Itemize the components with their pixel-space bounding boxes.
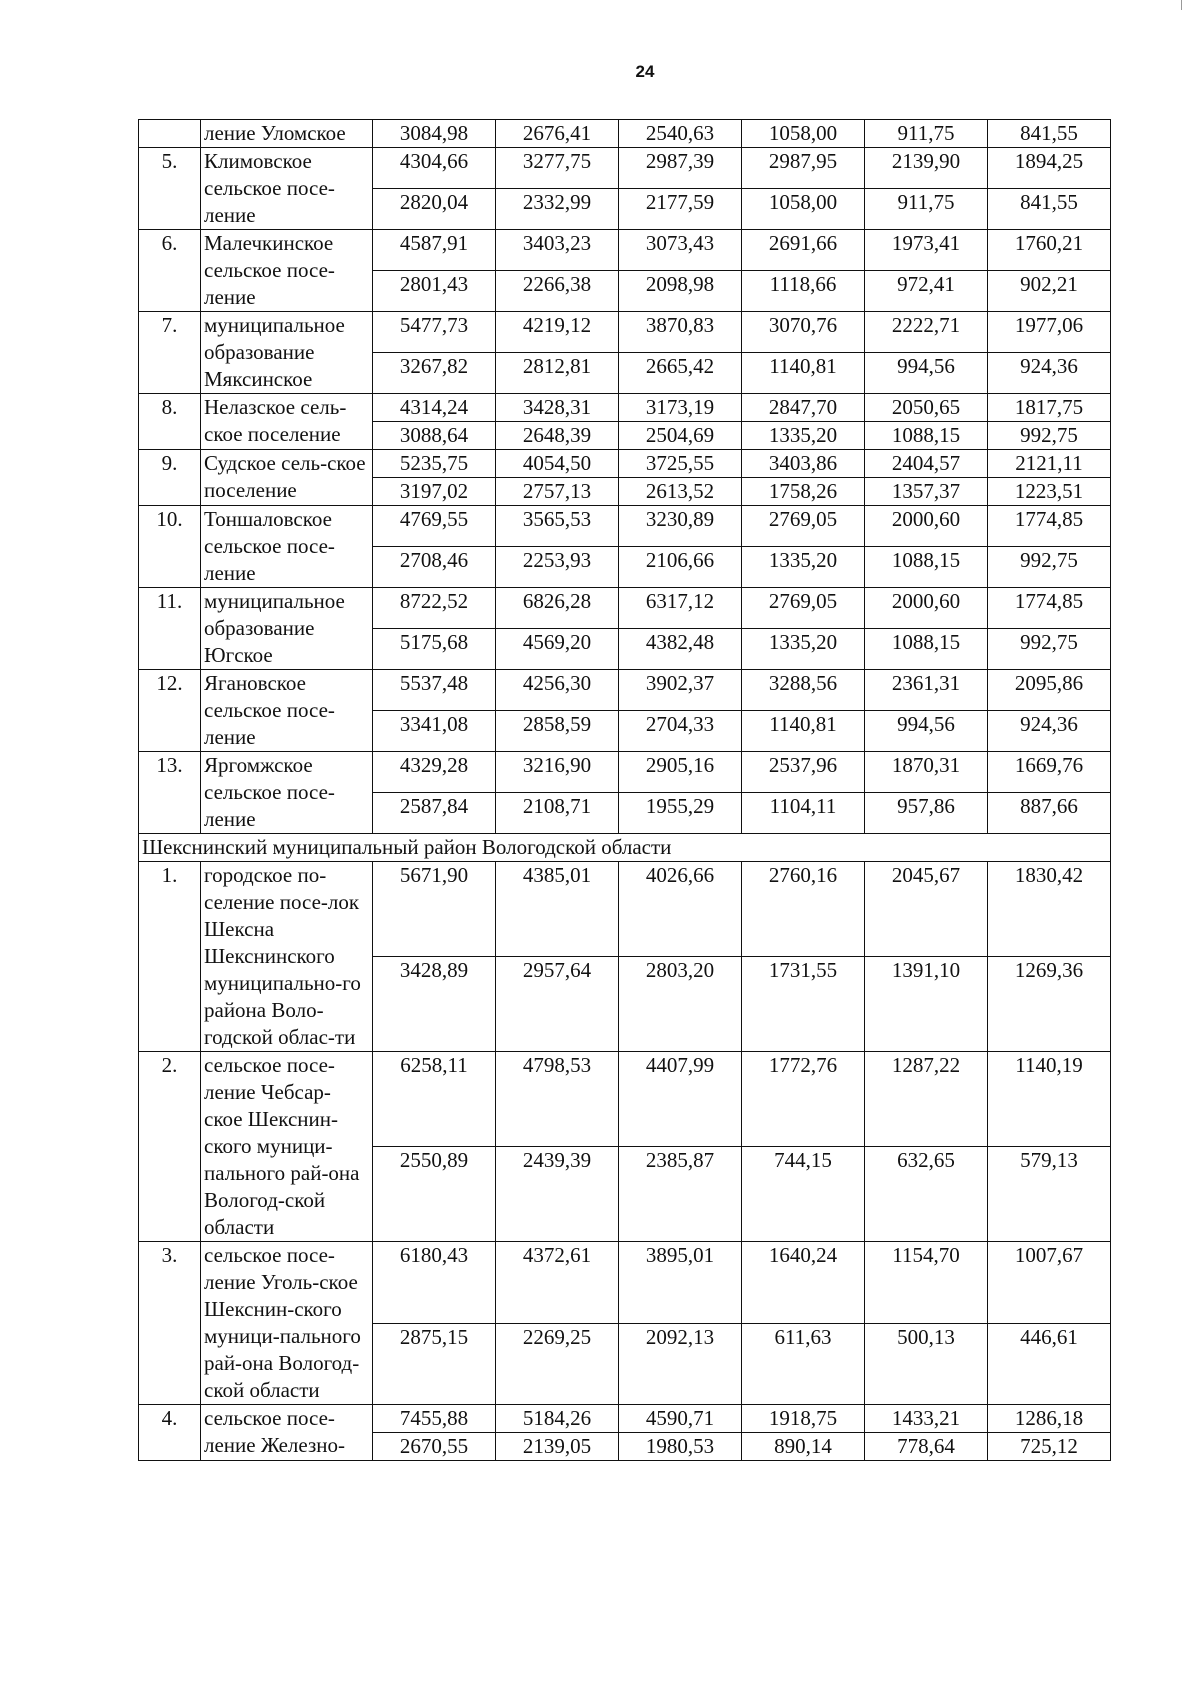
- value-cell: 3267,82: [373, 353, 496, 394]
- value-cell: 2139,90: [865, 148, 988, 189]
- value-cell: 3403,23: [496, 230, 619, 271]
- value-cell: 911,75: [865, 189, 988, 230]
- value-cell: 890,14: [742, 1433, 865, 1461]
- row-number: 6.: [139, 230, 201, 312]
- value-cell: 3341,08: [373, 711, 496, 752]
- value-cell: 924,36: [988, 353, 1111, 394]
- settlement-name: ление Уломское: [201, 120, 373, 148]
- value-cell: 1973,41: [865, 230, 988, 271]
- value-cell: 4769,55: [373, 506, 496, 547]
- value-cell: 4329,28: [373, 752, 496, 793]
- value-cell: 3428,31: [496, 394, 619, 422]
- value-cell: 994,56: [865, 353, 988, 394]
- value-cell: 1774,85: [988, 506, 1111, 547]
- value-cell: 2121,11: [988, 450, 1111, 478]
- table-row: [139, 862, 1111, 957]
- value-cell: 2332,99: [496, 189, 619, 230]
- value-cell: 6180,43: [373, 1242, 496, 1324]
- value-cell: 992,75: [988, 547, 1111, 588]
- row-number: 12.: [139, 670, 201, 752]
- value-cell: 3725,55: [619, 450, 742, 478]
- value-cell: 924,36: [988, 711, 1111, 752]
- value-cell: 1140,81: [742, 711, 865, 752]
- row-number: 1.: [139, 862, 201, 1052]
- value-cell: 1433,21: [865, 1405, 988, 1433]
- value-cell: 446,61: [988, 1323, 1111, 1405]
- value-cell: 2177,59: [619, 189, 742, 230]
- table-row: [139, 120, 1111, 148]
- value-cell: 2537,96: [742, 752, 865, 793]
- value-cell: 2385,87: [619, 1147, 742, 1242]
- value-cell: 1918,75: [742, 1405, 865, 1433]
- value-cell: 957,86: [865, 793, 988, 834]
- value-cell: 3084,98: [373, 120, 496, 148]
- value-cell: 4314,24: [373, 394, 496, 422]
- value-cell: 2820,04: [373, 189, 496, 230]
- row-number: 2.: [139, 1052, 201, 1242]
- table-row: [139, 752, 1111, 793]
- value-cell: 2613,52: [619, 478, 742, 506]
- value-cell: 725,12: [988, 1433, 1111, 1461]
- value-cell: 1980,53: [619, 1433, 742, 1461]
- value-cell: 992,75: [988, 629, 1111, 670]
- settlement-name: Климовское сельское посе-ление: [201, 148, 373, 230]
- value-cell: 6317,12: [619, 588, 742, 629]
- settlement-name: сельское посе-ление Чебсар-ское Шекснин-ского муници-пального рай-она Вологод-ской области: [201, 1052, 373, 1242]
- value-cell: 2222,71: [865, 312, 988, 353]
- value-cell: 1760,21: [988, 230, 1111, 271]
- row-number: 7.: [139, 312, 201, 394]
- value-cell: 3197,02: [373, 478, 496, 506]
- section-title: Шекснинский муниципальный район Вологодской области: [139, 834, 1111, 862]
- value-cell: 2000,60: [865, 506, 988, 547]
- value-cell: 3565,53: [496, 506, 619, 547]
- value-cell: 2708,46: [373, 547, 496, 588]
- value-cell: 2106,66: [619, 547, 742, 588]
- value-cell: 1391,10: [865, 957, 988, 1052]
- settlement-name: Малечкинское сельское посе-ление: [201, 230, 373, 312]
- value-cell: 3288,56: [742, 670, 865, 711]
- value-cell: 2760,16: [742, 862, 865, 957]
- value-cell: 632,65: [865, 1147, 988, 1242]
- value-cell: 3895,01: [619, 1242, 742, 1324]
- value-cell: 1335,20: [742, 629, 865, 670]
- value-cell: 2266,38: [496, 271, 619, 312]
- value-cell: 1774,85: [988, 588, 1111, 629]
- value-cell: 4407,99: [619, 1052, 742, 1147]
- value-cell: 611,63: [742, 1323, 865, 1405]
- value-cell: 4026,66: [619, 862, 742, 957]
- value-cell: 5477,73: [373, 312, 496, 353]
- row-number: [139, 120, 201, 148]
- table-row: [139, 230, 1111, 271]
- value-cell: 887,66: [988, 793, 1111, 834]
- row-number: 11.: [139, 588, 201, 670]
- value-cell: 4382,48: [619, 629, 742, 670]
- settlement-name: городское по-селение посе-лок Шексна Шекснинского муниципально-го района Воло-годской облас-ти: [201, 862, 373, 1052]
- value-cell: 1731,55: [742, 957, 865, 1052]
- value-cell: 4372,61: [496, 1242, 619, 1324]
- table-body: [139, 120, 1111, 1461]
- value-cell: 2000,60: [865, 588, 988, 629]
- row-number: 3.: [139, 1242, 201, 1405]
- tariff-table: [138, 119, 1111, 1461]
- value-cell: 3870,83: [619, 312, 742, 353]
- row-number: 13.: [139, 752, 201, 834]
- value-cell: 1088,15: [865, 629, 988, 670]
- value-cell: 7455,88: [373, 1405, 496, 1433]
- value-cell: 2847,70: [742, 394, 865, 422]
- settlement-name: муниципальное образование Югское: [201, 588, 373, 670]
- value-cell: 2691,66: [742, 230, 865, 271]
- value-cell: 2648,39: [496, 422, 619, 450]
- value-cell: 1955,29: [619, 793, 742, 834]
- value-cell: 2812,81: [496, 353, 619, 394]
- value-cell: 2704,33: [619, 711, 742, 752]
- value-cell: 5537,48: [373, 670, 496, 711]
- value-cell: 4304,66: [373, 148, 496, 189]
- value-cell: 3403,86: [742, 450, 865, 478]
- value-cell: 2139,05: [496, 1433, 619, 1461]
- value-cell: 3230,89: [619, 506, 742, 547]
- value-cell: 841,55: [988, 120, 1111, 148]
- value-cell: 992,75: [988, 422, 1111, 450]
- value-cell: 902,21: [988, 271, 1111, 312]
- value-cell: 1088,15: [865, 547, 988, 588]
- settlement-name: Тоншаловское сельское посе-ление: [201, 506, 373, 588]
- value-cell: 2092,13: [619, 1323, 742, 1405]
- value-cell: 1772,76: [742, 1052, 865, 1147]
- row-number: 8.: [139, 394, 201, 450]
- table-row: [139, 670, 1111, 711]
- value-cell: 1223,51: [988, 478, 1111, 506]
- table-row: [139, 506, 1111, 547]
- value-cell: 2540,63: [619, 120, 742, 148]
- value-cell: 2665,42: [619, 353, 742, 394]
- value-cell: 1269,36: [988, 957, 1111, 1052]
- value-cell: 994,56: [865, 711, 988, 752]
- value-cell: 4798,53: [496, 1052, 619, 1147]
- value-cell: 2670,55: [373, 1433, 496, 1461]
- value-cell: 744,15: [742, 1147, 865, 1242]
- value-cell: 1140,81: [742, 353, 865, 394]
- table-row: [139, 148, 1111, 189]
- value-cell: 1894,25: [988, 148, 1111, 189]
- value-cell: 2045,67: [865, 862, 988, 957]
- value-cell: 841,55: [988, 189, 1111, 230]
- value-cell: 1335,20: [742, 422, 865, 450]
- value-cell: 2987,39: [619, 148, 742, 189]
- value-cell: 5235,75: [373, 450, 496, 478]
- table-row: [139, 588, 1111, 629]
- value-cell: 4587,91: [373, 230, 496, 271]
- value-cell: 3173,19: [619, 394, 742, 422]
- value-cell: 1286,18: [988, 1405, 1111, 1433]
- value-cell: 2769,05: [742, 506, 865, 547]
- row-number: 9.: [139, 450, 201, 506]
- table-row: [139, 312, 1111, 353]
- value-cell: 2858,59: [496, 711, 619, 752]
- row-number: 5.: [139, 148, 201, 230]
- scan-edge-mark: [1181, 0, 1182, 10]
- value-cell: 2987,95: [742, 148, 865, 189]
- value-cell: 1758,26: [742, 478, 865, 506]
- value-cell: 500,13: [865, 1323, 988, 1405]
- value-cell: 2098,98: [619, 271, 742, 312]
- table-row: [139, 1405, 1111, 1433]
- value-cell: 6826,28: [496, 588, 619, 629]
- value-cell: 1104,11: [742, 793, 865, 834]
- table-row: [139, 1052, 1111, 1147]
- value-cell: 1640,24: [742, 1242, 865, 1324]
- value-cell: 3073,43: [619, 230, 742, 271]
- value-cell: 8722,52: [373, 588, 496, 629]
- value-cell: 4219,12: [496, 312, 619, 353]
- value-cell: 579,13: [988, 1147, 1111, 1242]
- value-cell: 1669,76: [988, 752, 1111, 793]
- settlement-name: Судское сель-ское поселение: [201, 450, 373, 506]
- value-cell: 4590,71: [619, 1405, 742, 1433]
- value-cell: 2875,15: [373, 1323, 496, 1405]
- settlement-name: Ягановское сельское посе-ление: [201, 670, 373, 752]
- value-cell: 2676,41: [496, 120, 619, 148]
- value-cell: 1977,06: [988, 312, 1111, 353]
- value-cell: 2757,13: [496, 478, 619, 506]
- value-cell: 2957,64: [496, 957, 619, 1052]
- settlement-name: Яргомжское сельское посе-ление: [201, 752, 373, 834]
- settlement-name: Нелазское сель-ское поселение: [201, 394, 373, 450]
- value-cell: 778,64: [865, 1433, 988, 1461]
- value-cell: 5671,90: [373, 862, 496, 957]
- row-number: 4.: [139, 1405, 201, 1461]
- value-cell: 1154,70: [865, 1242, 988, 1324]
- value-cell: 2905,16: [619, 752, 742, 793]
- value-cell: 5175,68: [373, 629, 496, 670]
- row-number: 10.: [139, 506, 201, 588]
- value-cell: 911,75: [865, 120, 988, 148]
- value-cell: 1335,20: [742, 547, 865, 588]
- value-cell: 2269,25: [496, 1323, 619, 1405]
- table-row: [139, 1242, 1111, 1324]
- value-cell: 1140,19: [988, 1052, 1111, 1147]
- settlement-name: сельское посе-ление Железно-: [201, 1405, 373, 1461]
- value-cell: 1088,15: [865, 422, 988, 450]
- value-cell: 6258,11: [373, 1052, 496, 1147]
- table-row: [139, 450, 1111, 478]
- value-cell: 5184,26: [496, 1405, 619, 1433]
- value-cell: 1830,42: [988, 862, 1111, 957]
- value-cell: 1118,66: [742, 271, 865, 312]
- value-cell: 3902,37: [619, 670, 742, 711]
- value-cell: 1058,00: [742, 120, 865, 148]
- settlement-name: сельское посе-ление Уголь-ское Шекснин-ского муници-пального рай-она Вологод-ской области: [201, 1242, 373, 1405]
- page-number: 24: [635, 62, 655, 81]
- value-cell: 4385,01: [496, 862, 619, 957]
- value-cell: 2404,57: [865, 450, 988, 478]
- value-cell: 2439,39: [496, 1147, 619, 1242]
- value-cell: 972,41: [865, 271, 988, 312]
- section-row: [139, 834, 1111, 862]
- value-cell: 1817,75: [988, 394, 1111, 422]
- value-cell: 2108,71: [496, 793, 619, 834]
- value-cell: 3088,64: [373, 422, 496, 450]
- value-cell: 2550,89: [373, 1147, 496, 1242]
- value-cell: 2587,84: [373, 793, 496, 834]
- value-cell: 2504,69: [619, 422, 742, 450]
- table-row: [139, 394, 1111, 422]
- value-cell: 2095,86: [988, 670, 1111, 711]
- value-cell: 3070,76: [742, 312, 865, 353]
- value-cell: 1007,67: [988, 1242, 1111, 1324]
- value-cell: 1287,22: [865, 1052, 988, 1147]
- settlement-name: муниципальное образование Мяксинское: [201, 312, 373, 394]
- value-cell: 2769,05: [742, 588, 865, 629]
- value-cell: 1357,37: [865, 478, 988, 506]
- value-cell: 2050,65: [865, 394, 988, 422]
- value-cell: 3277,75: [496, 148, 619, 189]
- value-cell: 4054,50: [496, 450, 619, 478]
- value-cell: 3428,89: [373, 957, 496, 1052]
- value-cell: 2803,20: [619, 957, 742, 1052]
- value-cell: 4569,20: [496, 629, 619, 670]
- value-cell: 2253,93: [496, 547, 619, 588]
- value-cell: 2361,31: [865, 670, 988, 711]
- value-cell: 3216,90: [496, 752, 619, 793]
- value-cell: 1058,00: [742, 189, 865, 230]
- value-cell: 4256,30: [496, 670, 619, 711]
- value-cell: 2801,43: [373, 271, 496, 312]
- value-cell: 1870,31: [865, 752, 988, 793]
